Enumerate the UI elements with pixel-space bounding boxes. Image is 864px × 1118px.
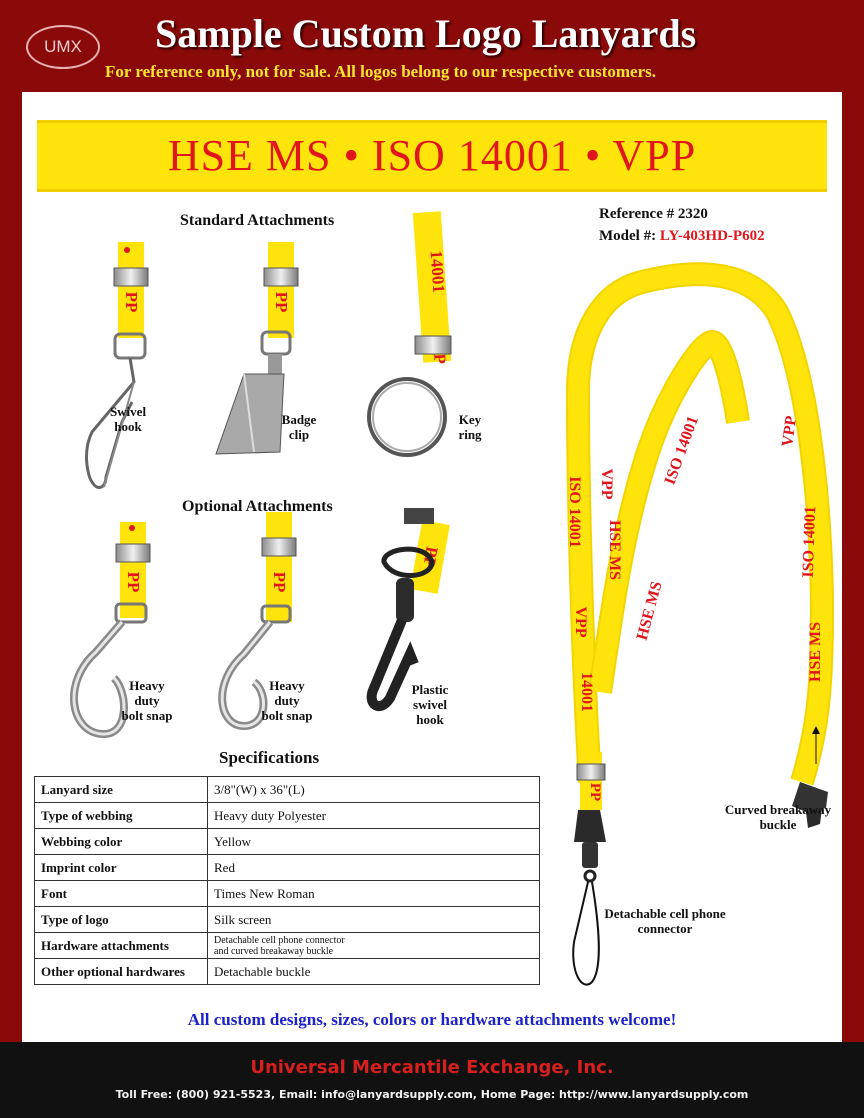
caption-breakaway-buckle: Curved breakaway buckle: [724, 802, 832, 832]
footer: [0, 1042, 864, 1118]
standard-attachments-heading: Standard Attachments: [180, 212, 335, 229]
imprint-text: HSE MS: [606, 519, 623, 581]
header: [0, 0, 864, 92]
reference-number: Reference # 2320: [599, 206, 708, 222]
caption-bolt-snap-2: Heavy duty bolt snap: [261, 678, 313, 723]
imprint-text: HSE MS: [633, 579, 666, 643]
content-panel: [22, 92, 842, 1042]
caption-swivel-hook: Swivel hook: [109, 404, 147, 434]
table-row: Imprint color Red: [35, 855, 540, 881]
table-row: Font Times New Roman: [35, 881, 540, 907]
imprint-text: VPP: [598, 468, 615, 500]
imprint-text: PP: [272, 291, 291, 313]
imprint-text: PP: [419, 545, 442, 569]
imprint-text: HSE MS: [807, 621, 824, 683]
table-row: Lanyard size 3/8"(W) x 36"(L): [35, 777, 540, 803]
banner-text: HSE MS • ISO 14001 • VPP: [167, 131, 697, 180]
plastic-swivel-hook-image: [372, 508, 450, 706]
imprint-text: PP: [122, 291, 141, 313]
imprint-text: ISO 14001: [661, 413, 702, 487]
imprint-text: 14001: [578, 672, 595, 712]
model-number: Model #: LY-403HD-P602: [599, 228, 765, 244]
caption-key-ring: Key ring: [458, 412, 482, 442]
optional-attachments-heading: Optional Attachments: [182, 498, 333, 515]
imprint-text: 14001: [426, 249, 449, 294]
umx-logo: UMX: [26, 25, 100, 69]
caption-cell-phone-connector: Detachable cell phone connector: [604, 906, 726, 936]
imprint-text: PP: [587, 782, 603, 802]
table-row: Webbing color Yellow: [35, 829, 540, 855]
imprint-text: PP: [270, 571, 289, 593]
company-name: Universal Mercantile Exchange, Inc.: [250, 1057, 614, 1078]
caption-badge-clip: Badge clip: [281, 412, 317, 442]
imprint-text: VPP: [572, 606, 589, 638]
specifications-table: [34, 776, 540, 985]
imprint-text: VPP: [778, 414, 801, 448]
specifications-heading: Specifications: [219, 748, 320, 767]
table-row: Type of webbing Heavy duty Polyester: [35, 803, 540, 829]
caption-bolt-snap-1: Heavy duty bolt snap: [121, 678, 173, 723]
key-ring-image: [369, 211, 451, 455]
table-row: Hardware attachments Detachable cell phone connector and curved breakaway buckle: [35, 933, 540, 959]
swivel-hook-image: [87, 242, 148, 487]
table-row: Type of logo Silk screen: [35, 907, 540, 933]
imprint-text: ISO 14001: [566, 476, 583, 548]
caption-plastic-swivel-hook: Plastic swivel hook: [411, 682, 449, 727]
welcome-message: All custom designs, sizes, colors or hardware attachments welcome!: [187, 1010, 677, 1029]
main-lanyard-image: [566, 274, 828, 984]
contact-info: Toll Free: (800) 921-5523, Email: info@lanyardsupply.com, Home Page: http://www.lanyardsupply.com: [115, 1088, 749, 1101]
imprint-text: PP: [124, 571, 143, 593]
imprint-text: ISO 14001: [799, 505, 820, 578]
model-value: LY-403HD-P602: [659, 228, 765, 244]
page-subtitle: For reference only, not for sale. All logos belong to our respective customers.: [105, 62, 657, 81]
table-row: Other optional hardwares Detachable buckle: [35, 959, 540, 985]
page-title: Sample Custom Logo Lanyards: [155, 11, 697, 56]
